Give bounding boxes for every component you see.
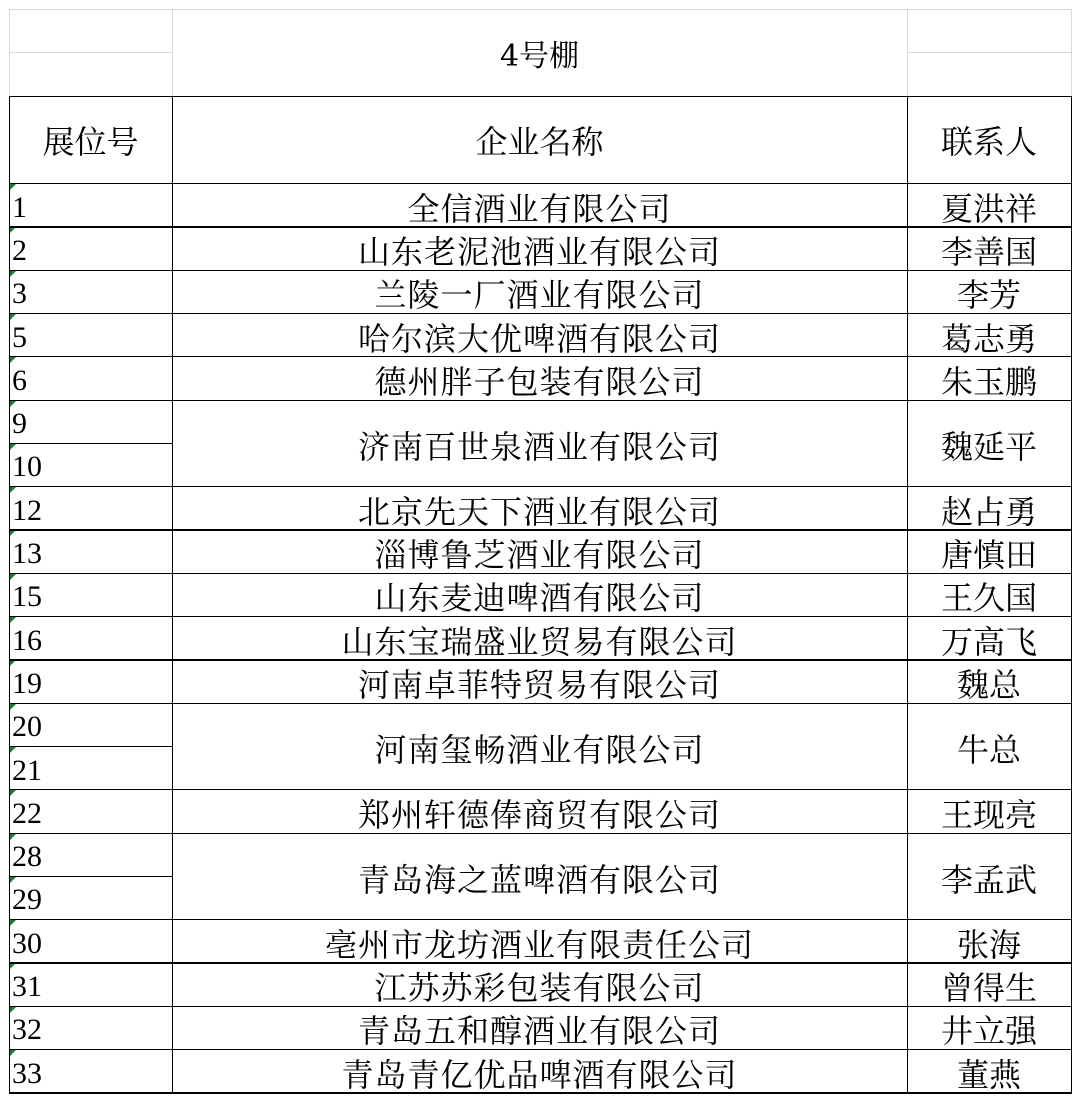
company-name-cell[interactable]: 德州胖子包装有限公司 bbox=[374, 362, 705, 400]
company-name-cell[interactable]: 济南百世泉酒业有限公司 bbox=[357, 427, 721, 466]
cell-border bbox=[9, 616, 1072, 617]
contact-person-cell[interactable]: 王现亮 bbox=[940, 795, 1037, 833]
number-stored-as-text-indicator bbox=[10, 704, 16, 710]
cell-border bbox=[9, 833, 1072, 834]
number-stored-as-text-indicator bbox=[10, 747, 16, 753]
contact-person-cell[interactable]: 董燕 bbox=[956, 1055, 1021, 1093]
cell-border bbox=[9, 919, 1072, 920]
booth-number-cell[interactable]: 30 bbox=[12, 926, 42, 960]
contact-person-cell[interactable]: 唐慎田 bbox=[940, 536, 1037, 573]
number-stored-as-text-indicator bbox=[10, 920, 16, 926]
company-name-cell[interactable]: 江苏苏彩包装有限公司 bbox=[374, 969, 705, 1006]
cell-border bbox=[9, 1006, 1072, 1007]
booth-number-cell[interactable]: 29 bbox=[12, 883, 42, 917]
company-name-cell[interactable]: 河南玺畅酒业有限公司 bbox=[374, 730, 705, 769]
booth-number-cell[interactable]: 31 bbox=[12, 970, 42, 1004]
contact-person-cell[interactable]: 张海 bbox=[956, 925, 1021, 963]
number-stored-as-text-indicator bbox=[10, 660, 16, 666]
cell-border bbox=[1071, 96, 1072, 1094]
booth-number-cell[interactable]: 2 bbox=[12, 233, 27, 267]
number-stored-as-text-indicator bbox=[10, 184, 16, 190]
cell-border bbox=[9, 1092, 1072, 1093]
company-name-cell[interactable]: 青岛青亿优品啤酒有限公司 bbox=[341, 1055, 738, 1093]
contact-person-cell[interactable]: 魏总 bbox=[956, 665, 1021, 703]
company-name-cell[interactable]: 山东老泥池酒业有限公司 bbox=[357, 232, 721, 270]
cell-border bbox=[9, 96, 1072, 97]
company-name-cell[interactable]: 河南卓菲特贸易有限公司 bbox=[357, 665, 721, 703]
number-stored-as-text-indicator bbox=[10, 1007, 16, 1013]
number-stored-as-text-indicator bbox=[10, 357, 16, 363]
contact-person-cell[interactable]: 朱玉鹏 bbox=[940, 362, 1037, 400]
cell-border bbox=[9, 96, 10, 1094]
contact-person-cell[interactable]: 魏延平 bbox=[940, 427, 1037, 466]
company-name-cell[interactable]: 北京先天下酒业有限公司 bbox=[357, 492, 721, 530]
number-stored-as-text-indicator bbox=[10, 530, 16, 536]
company-name-cell[interactable]: 青岛海之蓝啤酒有限公司 bbox=[357, 860, 721, 899]
cell-border bbox=[9, 226, 1072, 227]
contact-person-cell[interactable]: 夏洪祥 bbox=[940, 189, 1037, 227]
header-company-name[interactable]: 企业名称 bbox=[475, 122, 604, 161]
cell-border bbox=[9, 962, 1072, 963]
booth-number-cell[interactable]: 22 bbox=[12, 796, 42, 830]
booth-number-cell[interactable]: 9 bbox=[12, 407, 27, 441]
cell-border bbox=[9, 529, 1072, 530]
header-booth-number[interactable]: 展位号 bbox=[42, 122, 139, 161]
gridline bbox=[172, 9, 173, 96]
contact-person-cell[interactable]: 曾得生 bbox=[940, 969, 1037, 1006]
booth-number-cell[interactable]: 20 bbox=[12, 710, 42, 744]
header-contact-person[interactable]: 联系人 bbox=[940, 122, 1037, 161]
contact-person-cell[interactable]: 李善国 bbox=[940, 232, 1037, 270]
number-stored-as-text-indicator bbox=[10, 1050, 16, 1056]
number-stored-as-text-indicator bbox=[10, 617, 16, 623]
cell-border bbox=[172, 96, 173, 1094]
gridline bbox=[907, 9, 908, 96]
gridline bbox=[9, 9, 10, 96]
company-name-cell[interactable]: 亳州市龙坊酒业有限责任公司 bbox=[324, 925, 754, 963]
cell-border bbox=[9, 443, 172, 444]
booth-number-cell[interactable]: 3 bbox=[12, 277, 27, 311]
number-stored-as-text-indicator bbox=[10, 227, 16, 233]
contact-person-cell[interactable]: 万高飞 bbox=[940, 622, 1037, 660]
number-stored-as-text-indicator bbox=[10, 271, 16, 277]
booth-number-cell[interactable]: 10 bbox=[12, 450, 42, 484]
number-stored-as-text-indicator bbox=[10, 401, 16, 407]
booth-number-cell[interactable]: 13 bbox=[12, 537, 42, 571]
gridline bbox=[1071, 9, 1072, 96]
cell-border bbox=[9, 270, 1072, 271]
booth-number-cell[interactable]: 19 bbox=[12, 666, 42, 700]
booth-number-cell[interactable]: 28 bbox=[12, 840, 42, 874]
cell-border bbox=[9, 1049, 1072, 1050]
booth-number-cell[interactable]: 32 bbox=[12, 1013, 42, 1047]
number-stored-as-text-indicator bbox=[10, 790, 16, 796]
company-name-cell[interactable]: 郑州轩德俸商贸有限公司 bbox=[357, 795, 721, 833]
contact-person-cell[interactable]: 王久国 bbox=[940, 579, 1037, 616]
cell-border bbox=[9, 876, 172, 877]
cell-border bbox=[9, 573, 1072, 574]
contact-person-cell[interactable]: 赵占勇 bbox=[940, 492, 1037, 530]
company-name-cell[interactable]: 兰陵一厂酒业有限公司 bbox=[374, 276, 705, 313]
number-stored-as-text-indicator bbox=[10, 877, 16, 883]
booth-number-cell[interactable]: 33 bbox=[12, 1056, 42, 1090]
number-stored-as-text-indicator bbox=[10, 963, 16, 969]
cell-border bbox=[9, 183, 1072, 184]
company-name-cell[interactable]: 淄博鲁芝酒业有限公司 bbox=[374, 536, 705, 573]
booth-number-cell[interactable]: 21 bbox=[12, 753, 42, 787]
cell-border bbox=[9, 356, 1072, 357]
gridline bbox=[9, 9, 1071, 10]
cell-border bbox=[9, 703, 1072, 704]
booth-number-cell[interactable]: 16 bbox=[12, 623, 42, 657]
contact-person-cell[interactable]: 李孟武 bbox=[940, 860, 1037, 899]
contact-person-cell[interactable]: 葛志勇 bbox=[940, 319, 1037, 357]
number-stored-as-text-indicator bbox=[10, 444, 16, 450]
gridline bbox=[9, 52, 172, 53]
contact-person-cell[interactable]: 牛总 bbox=[956, 730, 1021, 769]
booth-number-cell[interactable]: 5 bbox=[12, 320, 27, 354]
company-name-cell[interactable]: 全信酒业有限公司 bbox=[407, 189, 672, 227]
sheet-title[interactable]: 4号棚 bbox=[499, 38, 580, 74]
number-stored-as-text-indicator bbox=[10, 834, 16, 840]
company-name-cell[interactable]: 山东麦迪啤酒有限公司 bbox=[374, 579, 705, 616]
company-name-cell[interactable]: 哈尔滨大优啤酒有限公司 bbox=[357, 319, 721, 357]
cell-border bbox=[9, 659, 1072, 660]
number-stored-as-text-indicator bbox=[10, 487, 16, 493]
booth-number-cell[interactable]: 6 bbox=[12, 363, 27, 397]
contact-person-cell[interactable]: 井立强 bbox=[940, 1012, 1037, 1049]
booth-number-cell[interactable]: 1 bbox=[12, 190, 27, 224]
cell-border bbox=[9, 746, 172, 747]
cell-border bbox=[9, 789, 1072, 790]
booth-number-cell[interactable]: 12 bbox=[12, 493, 42, 527]
cell-border bbox=[907, 96, 908, 1094]
company-name-cell[interactable]: 山东宝瑞盛业贸易有限公司 bbox=[341, 622, 738, 660]
cell-border bbox=[9, 400, 1072, 401]
contact-person-cell[interactable]: 李芳 bbox=[956, 276, 1021, 313]
booth-number-cell[interactable]: 15 bbox=[12, 580, 42, 614]
cell-border bbox=[9, 313, 1072, 314]
company-name-cell[interactable]: 青岛五和醇酒业有限公司 bbox=[357, 1012, 721, 1049]
number-stored-as-text-indicator bbox=[10, 574, 16, 580]
cell-border bbox=[9, 486, 1072, 487]
number-stored-as-text-indicator bbox=[10, 314, 16, 320]
gridline bbox=[907, 52, 1071, 53]
